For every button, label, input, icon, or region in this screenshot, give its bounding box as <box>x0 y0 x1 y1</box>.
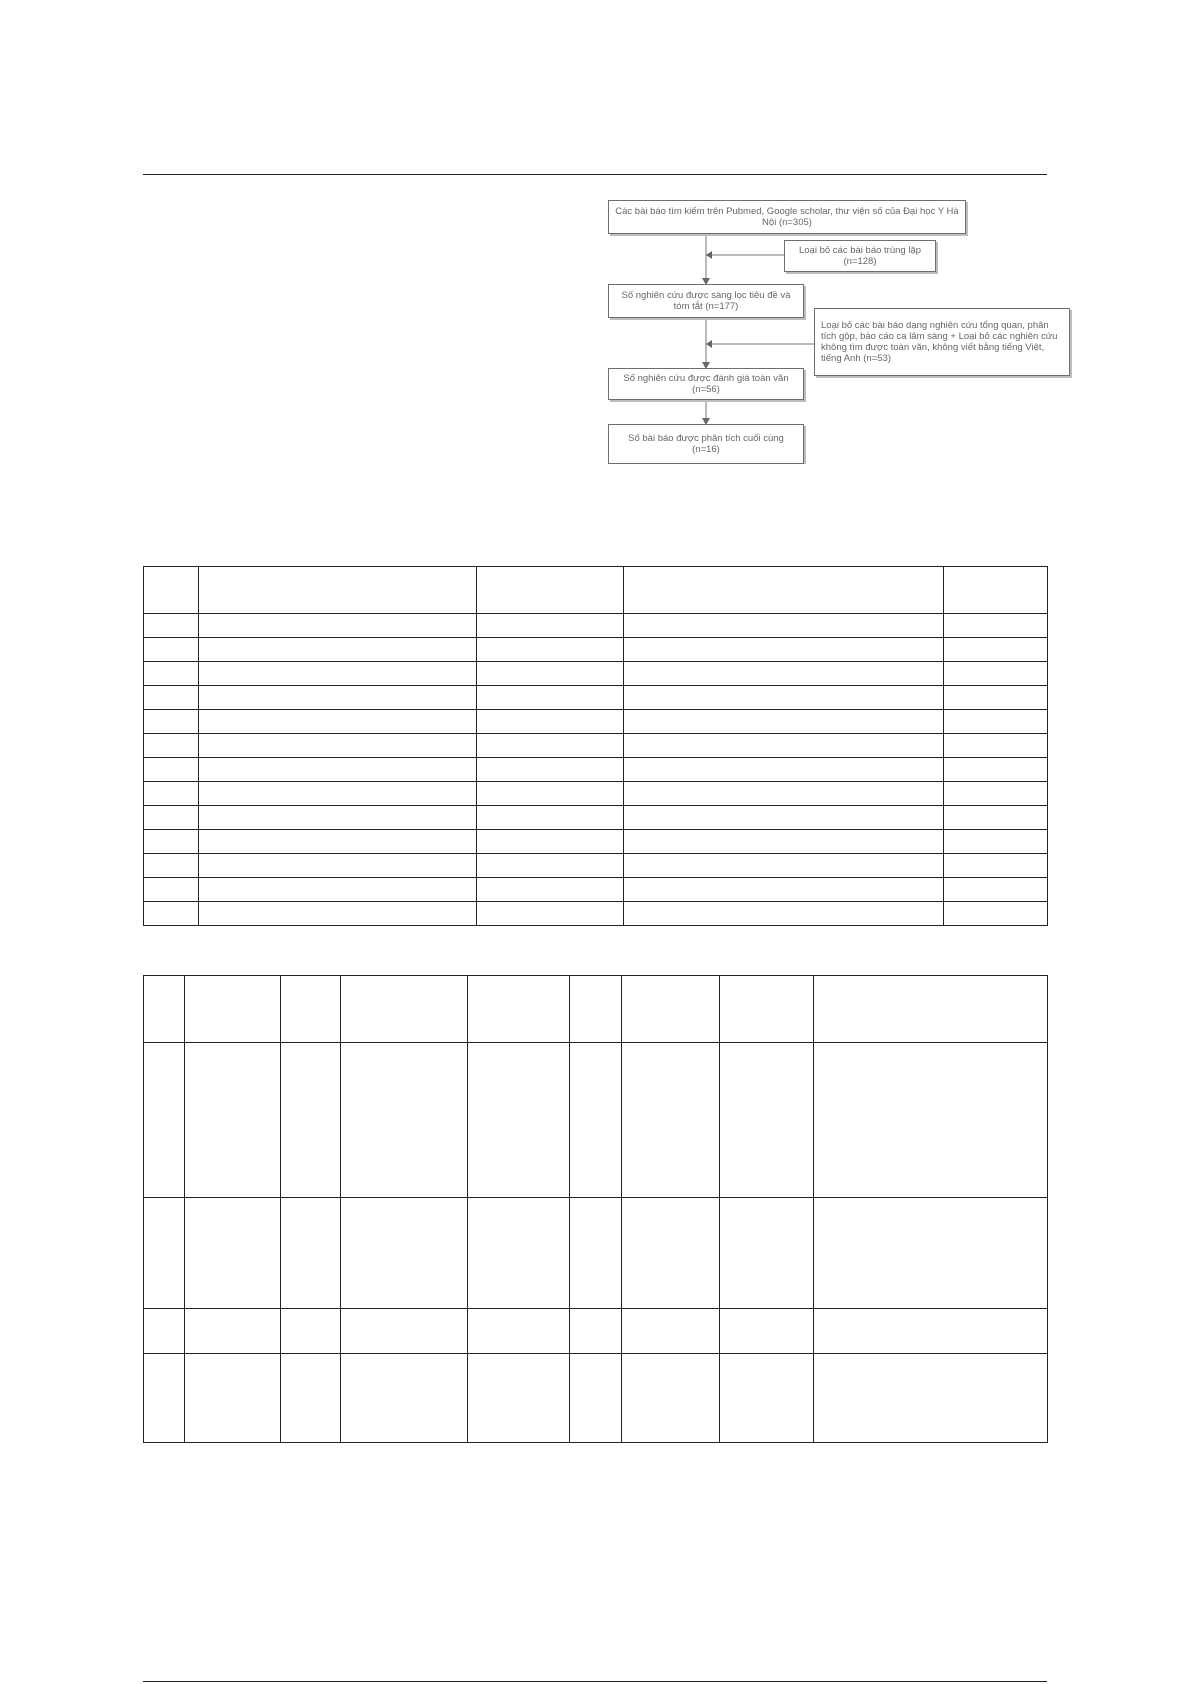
table-cell <box>624 902 944 926</box>
table-cell <box>622 1309 720 1354</box>
table-cell <box>944 662 1048 686</box>
table-cell <box>144 638 199 662</box>
table-cell <box>624 686 944 710</box>
table-cell <box>944 734 1048 758</box>
table-row <box>144 638 1048 662</box>
table-cell <box>720 1043 814 1198</box>
table-cell <box>944 567 1048 614</box>
table-cell <box>280 1043 340 1198</box>
table-cell <box>622 1043 720 1198</box>
table-cell <box>144 854 199 878</box>
table-cell <box>944 878 1048 902</box>
flowchart-box-search: Các bài báo tìm kiếm trên Pubmed, Google scholar, thư viện số của Đại học Y Hà Nội (n=305) <box>608 200 966 234</box>
table-row <box>144 878 1048 902</box>
table-cell <box>476 614 624 638</box>
table-cell <box>624 782 944 806</box>
flowchart-box-excluded: Loại bỏ các bài báo dạng nghiên cứu tổng quan, phân tích gộp, báo cáo ca lâm sàng + Loại bỏ các nghiên cứu không tìm được toàn văn, không viết bằng tiếng Việt, tiếng Anh (n=53) <box>814 308 1070 376</box>
table-cell <box>476 686 624 710</box>
table-2 <box>143 975 1048 1443</box>
table-cell <box>144 1198 185 1309</box>
table-cell <box>144 614 199 638</box>
table-cell <box>467 976 569 1043</box>
table-cell <box>476 638 624 662</box>
table-cell <box>814 1309 1048 1354</box>
table-cell <box>280 1354 340 1443</box>
table-cell <box>198 806 476 830</box>
table-cell <box>198 638 476 662</box>
table-cell <box>814 1354 1048 1443</box>
table-cell <box>814 976 1048 1043</box>
table-row <box>144 686 1048 710</box>
table-cell <box>340 1198 467 1309</box>
table-cell <box>198 686 476 710</box>
table-cell <box>476 782 624 806</box>
table-cell <box>476 662 624 686</box>
table-cell <box>720 1309 814 1354</box>
table-cell <box>944 638 1048 662</box>
table-row <box>144 734 1048 758</box>
table-cell <box>144 567 199 614</box>
table-cell <box>144 782 199 806</box>
table-cell <box>622 1198 720 1309</box>
table-cell <box>476 830 624 854</box>
table-row <box>144 710 1048 734</box>
table-cell <box>624 662 944 686</box>
table-cell <box>144 662 199 686</box>
table-cell <box>467 1354 569 1443</box>
table-cell <box>624 710 944 734</box>
table-cell <box>144 734 199 758</box>
table-cell <box>280 1309 340 1354</box>
table-cell <box>467 1198 569 1309</box>
table-cell <box>944 902 1048 926</box>
table-cell <box>944 614 1048 638</box>
table-cell <box>144 758 199 782</box>
prisma-flowchart <box>600 196 1080 464</box>
table-cell <box>944 830 1048 854</box>
table-cell <box>569 1309 622 1354</box>
table-row <box>144 1043 1048 1198</box>
table-row <box>144 806 1048 830</box>
table-cell <box>340 976 467 1043</box>
table-cell <box>476 567 624 614</box>
table-cell <box>340 1354 467 1443</box>
table-cell <box>720 1354 814 1443</box>
table-cell <box>198 854 476 878</box>
table-cell <box>198 902 476 926</box>
table-cell <box>624 734 944 758</box>
table-cell <box>624 638 944 662</box>
table-cell <box>198 830 476 854</box>
table-cell <box>198 614 476 638</box>
table-cell <box>624 854 944 878</box>
table-cell <box>944 710 1048 734</box>
table-cell <box>944 806 1048 830</box>
flowchart-box-fulltext: Số nghiên cứu được đánh giá toàn văn (n=56) <box>608 368 804 400</box>
table-cell <box>622 976 720 1043</box>
table-cell <box>144 878 199 902</box>
flowchart-box-duplicates-removed: Loại bỏ các bài báo trùng lặp (n=128) <box>784 240 936 272</box>
table-cell <box>184 1043 280 1198</box>
table-cell <box>184 1309 280 1354</box>
table-cell <box>624 806 944 830</box>
table-cell <box>340 1043 467 1198</box>
table-cell <box>814 1043 1048 1198</box>
table-cell <box>476 758 624 782</box>
table-cell <box>198 567 476 614</box>
table-cell <box>944 686 1048 710</box>
table-cell <box>476 902 624 926</box>
table-cell <box>144 710 199 734</box>
table-cell <box>944 758 1048 782</box>
table-cell <box>569 976 622 1043</box>
table-cell <box>144 1043 185 1198</box>
table-row <box>144 1354 1048 1443</box>
table-row <box>144 854 1048 878</box>
table-cell <box>198 662 476 686</box>
table-cell <box>622 1354 720 1443</box>
table-cell <box>720 1198 814 1309</box>
table-cell <box>144 806 199 830</box>
table-cell <box>476 806 624 830</box>
table-cell <box>198 758 476 782</box>
table-cell <box>569 1198 622 1309</box>
table-cell <box>624 878 944 902</box>
table-cell <box>198 710 476 734</box>
table-cell <box>624 830 944 854</box>
table-1 <box>143 566 1048 926</box>
table-cell <box>467 1043 569 1198</box>
table-cell <box>476 878 624 902</box>
table-cell <box>569 1354 622 1443</box>
table-cell <box>280 976 340 1043</box>
table-row <box>144 902 1048 926</box>
table-cell <box>144 1354 185 1443</box>
table-cell <box>184 976 280 1043</box>
table-cell <box>476 854 624 878</box>
table-row <box>144 614 1048 638</box>
table-cell <box>144 902 199 926</box>
table-cell <box>144 830 199 854</box>
table-1-header-row <box>144 567 1048 614</box>
header-rule <box>143 174 1047 175</box>
table-row <box>144 758 1048 782</box>
table-cell <box>198 734 476 758</box>
table-2-header-row <box>144 976 1048 1043</box>
table-cell <box>476 734 624 758</box>
table-cell <box>280 1198 340 1309</box>
table-cell <box>340 1309 467 1354</box>
table-cell <box>624 758 944 782</box>
table-cell <box>184 1354 280 1443</box>
table-row <box>144 662 1048 686</box>
table-cell <box>184 1198 280 1309</box>
table-cell <box>944 782 1048 806</box>
table-row <box>144 782 1048 806</box>
table-cell <box>814 1198 1048 1309</box>
table-cell <box>569 1043 622 1198</box>
table-cell <box>467 1309 569 1354</box>
table-cell <box>476 710 624 734</box>
table-cell <box>198 878 476 902</box>
table-row <box>144 830 1048 854</box>
table-cell <box>144 976 185 1043</box>
table-row <box>144 1309 1048 1354</box>
table-cell <box>720 976 814 1043</box>
table-row <box>144 1198 1048 1309</box>
flowchart-box-screened: Số nghiên cứu được sàng lọc tiêu đề và tóm tắt (n=177) <box>608 284 804 318</box>
table-cell <box>144 686 199 710</box>
flowchart-box-included: Số bài báo được phân tích cuối cùng (n=16) <box>608 424 804 464</box>
table-cell <box>624 567 944 614</box>
table-cell <box>144 1309 185 1354</box>
footer-rule <box>143 1681 1047 1682</box>
table-cell <box>198 782 476 806</box>
table-cell <box>624 614 944 638</box>
table-cell <box>944 854 1048 878</box>
